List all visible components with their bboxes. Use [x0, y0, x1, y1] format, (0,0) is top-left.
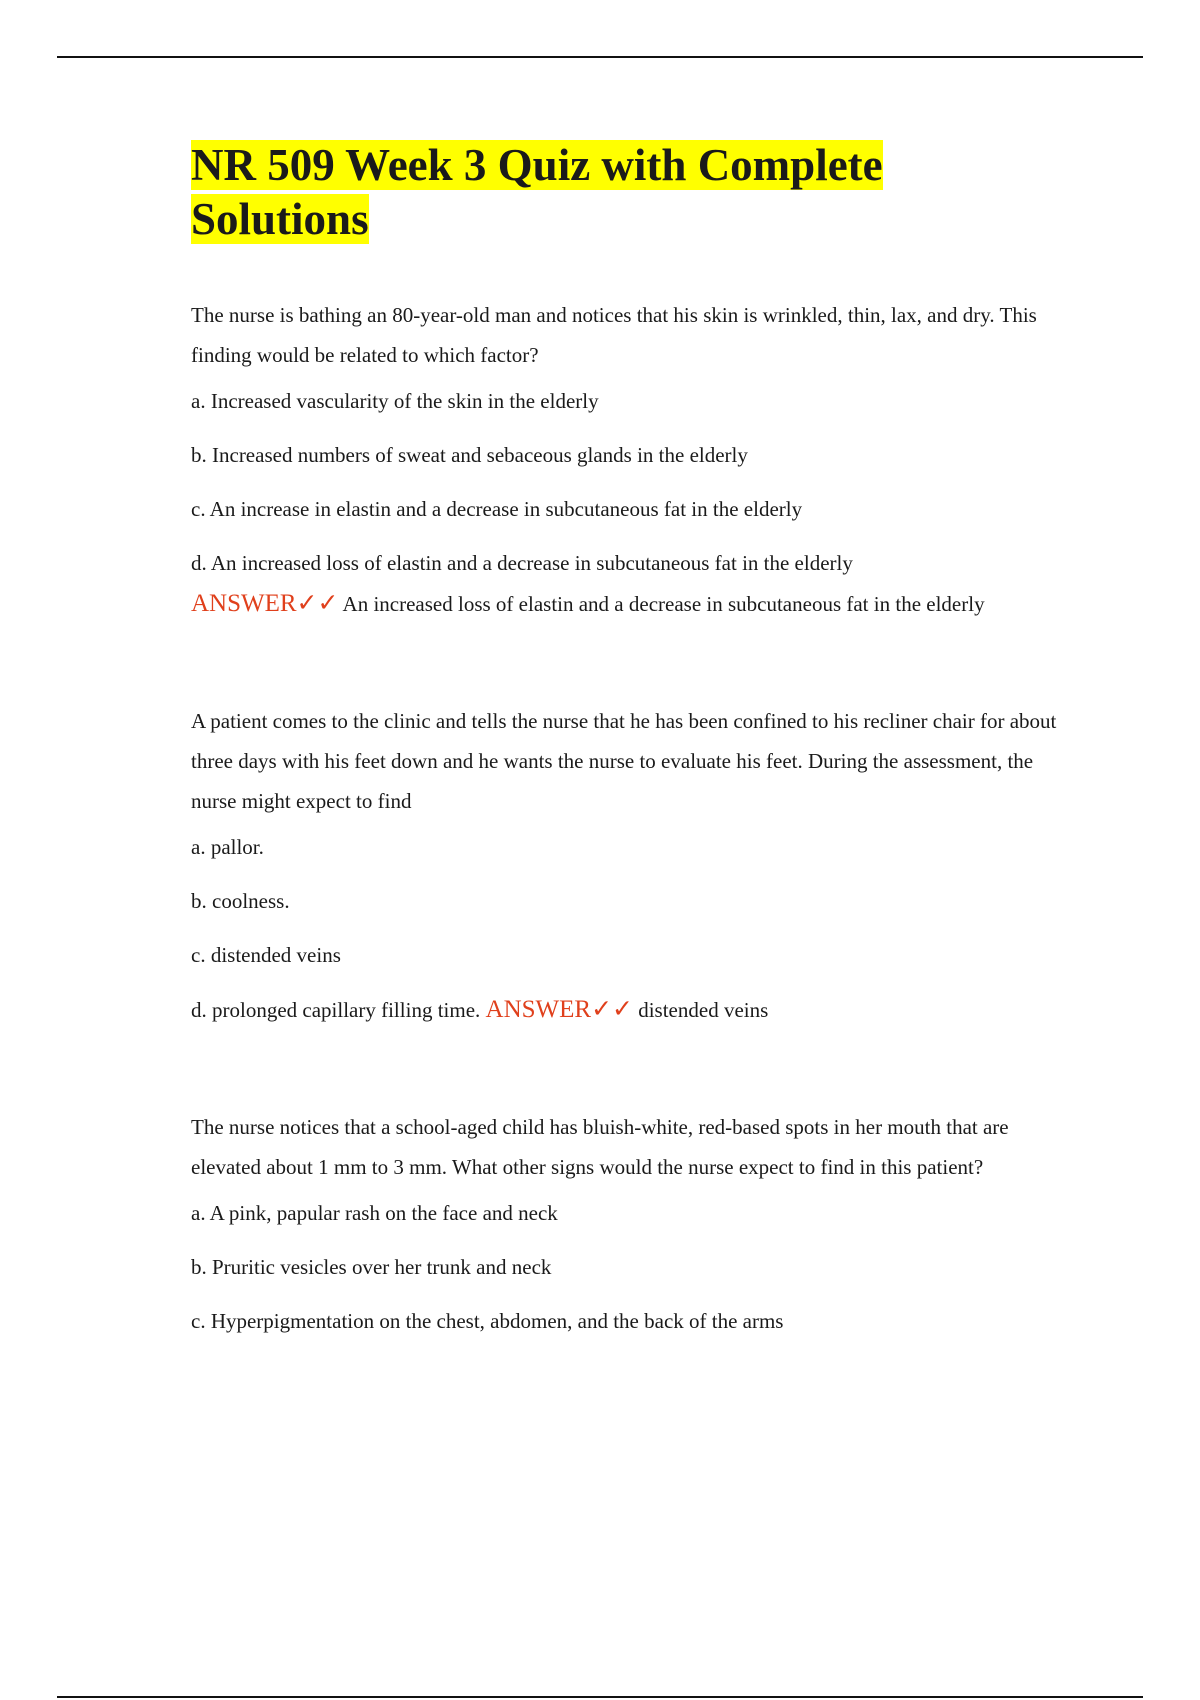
question-2 — [191, 701, 1071, 1025]
answer-text: An increased loss of elastin and a decrease in subcutaneous fat in the elderly — [342, 592, 985, 616]
top-rule — [57, 56, 1143, 58]
question-text: The nurse is bathing an 80-year-old man and notices that his skin is wrinkled, thin, lax, and dry. This finding would be related to which factor? — [191, 303, 1037, 367]
bottom-rule — [57, 1696, 1143, 1698]
document-title — [191, 138, 1071, 246]
option-b: b. Pruritic vesicles over her trunk and neck — [191, 1255, 552, 1279]
title-highlight: NR 509 Week 3 Quiz with Complete Solutions — [191, 140, 883, 244]
option-a: a. A pink, papular rash on the face and neck — [191, 1201, 558, 1225]
option-c: c. An increase in elastin and a decrease in subcutaneous fat in the elderly — [191, 497, 803, 521]
option-b: b. Increased numbers of sweat and sebaceous glands in the elderly — [191, 443, 748, 467]
option-c: c. distended veins — [191, 943, 341, 967]
option-d-with-answer — [191, 995, 1071, 1025]
answer-text: distended veins — [638, 998, 769, 1022]
question-text: The nurse notices that a school-aged child has bluish-white, red-based spots in her mouth that are elevated about 1 mm to 3 mm. What other signs would the nurse expect to find in this patient? — [191, 1115, 1009, 1179]
option-c: c. Hyperpigmentation on the chest, abdomen, and the back of the arms — [191, 1309, 784, 1333]
option-d: d. prolonged capillary filling time. — [191, 998, 481, 1022]
answer-line — [191, 589, 1071, 619]
question-1 — [191, 295, 1071, 619]
option-a: a. Increased vascularity of the skin in the elderly — [191, 389, 599, 413]
document-page — [191, 138, 1071, 1361]
question-text: A patient comes to the clinic and tells the nurse that he has been confined to his recliner chair for about three days with his feet down and he wants the nurse to evaluate his feet. During the assessment, the nurse might expect to find — [191, 709, 1057, 813]
question-3 — [191, 1107, 1071, 1335]
option-d: d. An increased loss of elastin and a decrease in subcutaneous fat in the elderly — [191, 551, 853, 575]
option-a: a. pallor. — [191, 835, 264, 859]
answer-label: ANSWER✓✓ — [191, 590, 339, 617]
option-b: b. coolness. — [191, 889, 290, 913]
answer-label: ANSWER✓✓ — [485, 996, 633, 1023]
